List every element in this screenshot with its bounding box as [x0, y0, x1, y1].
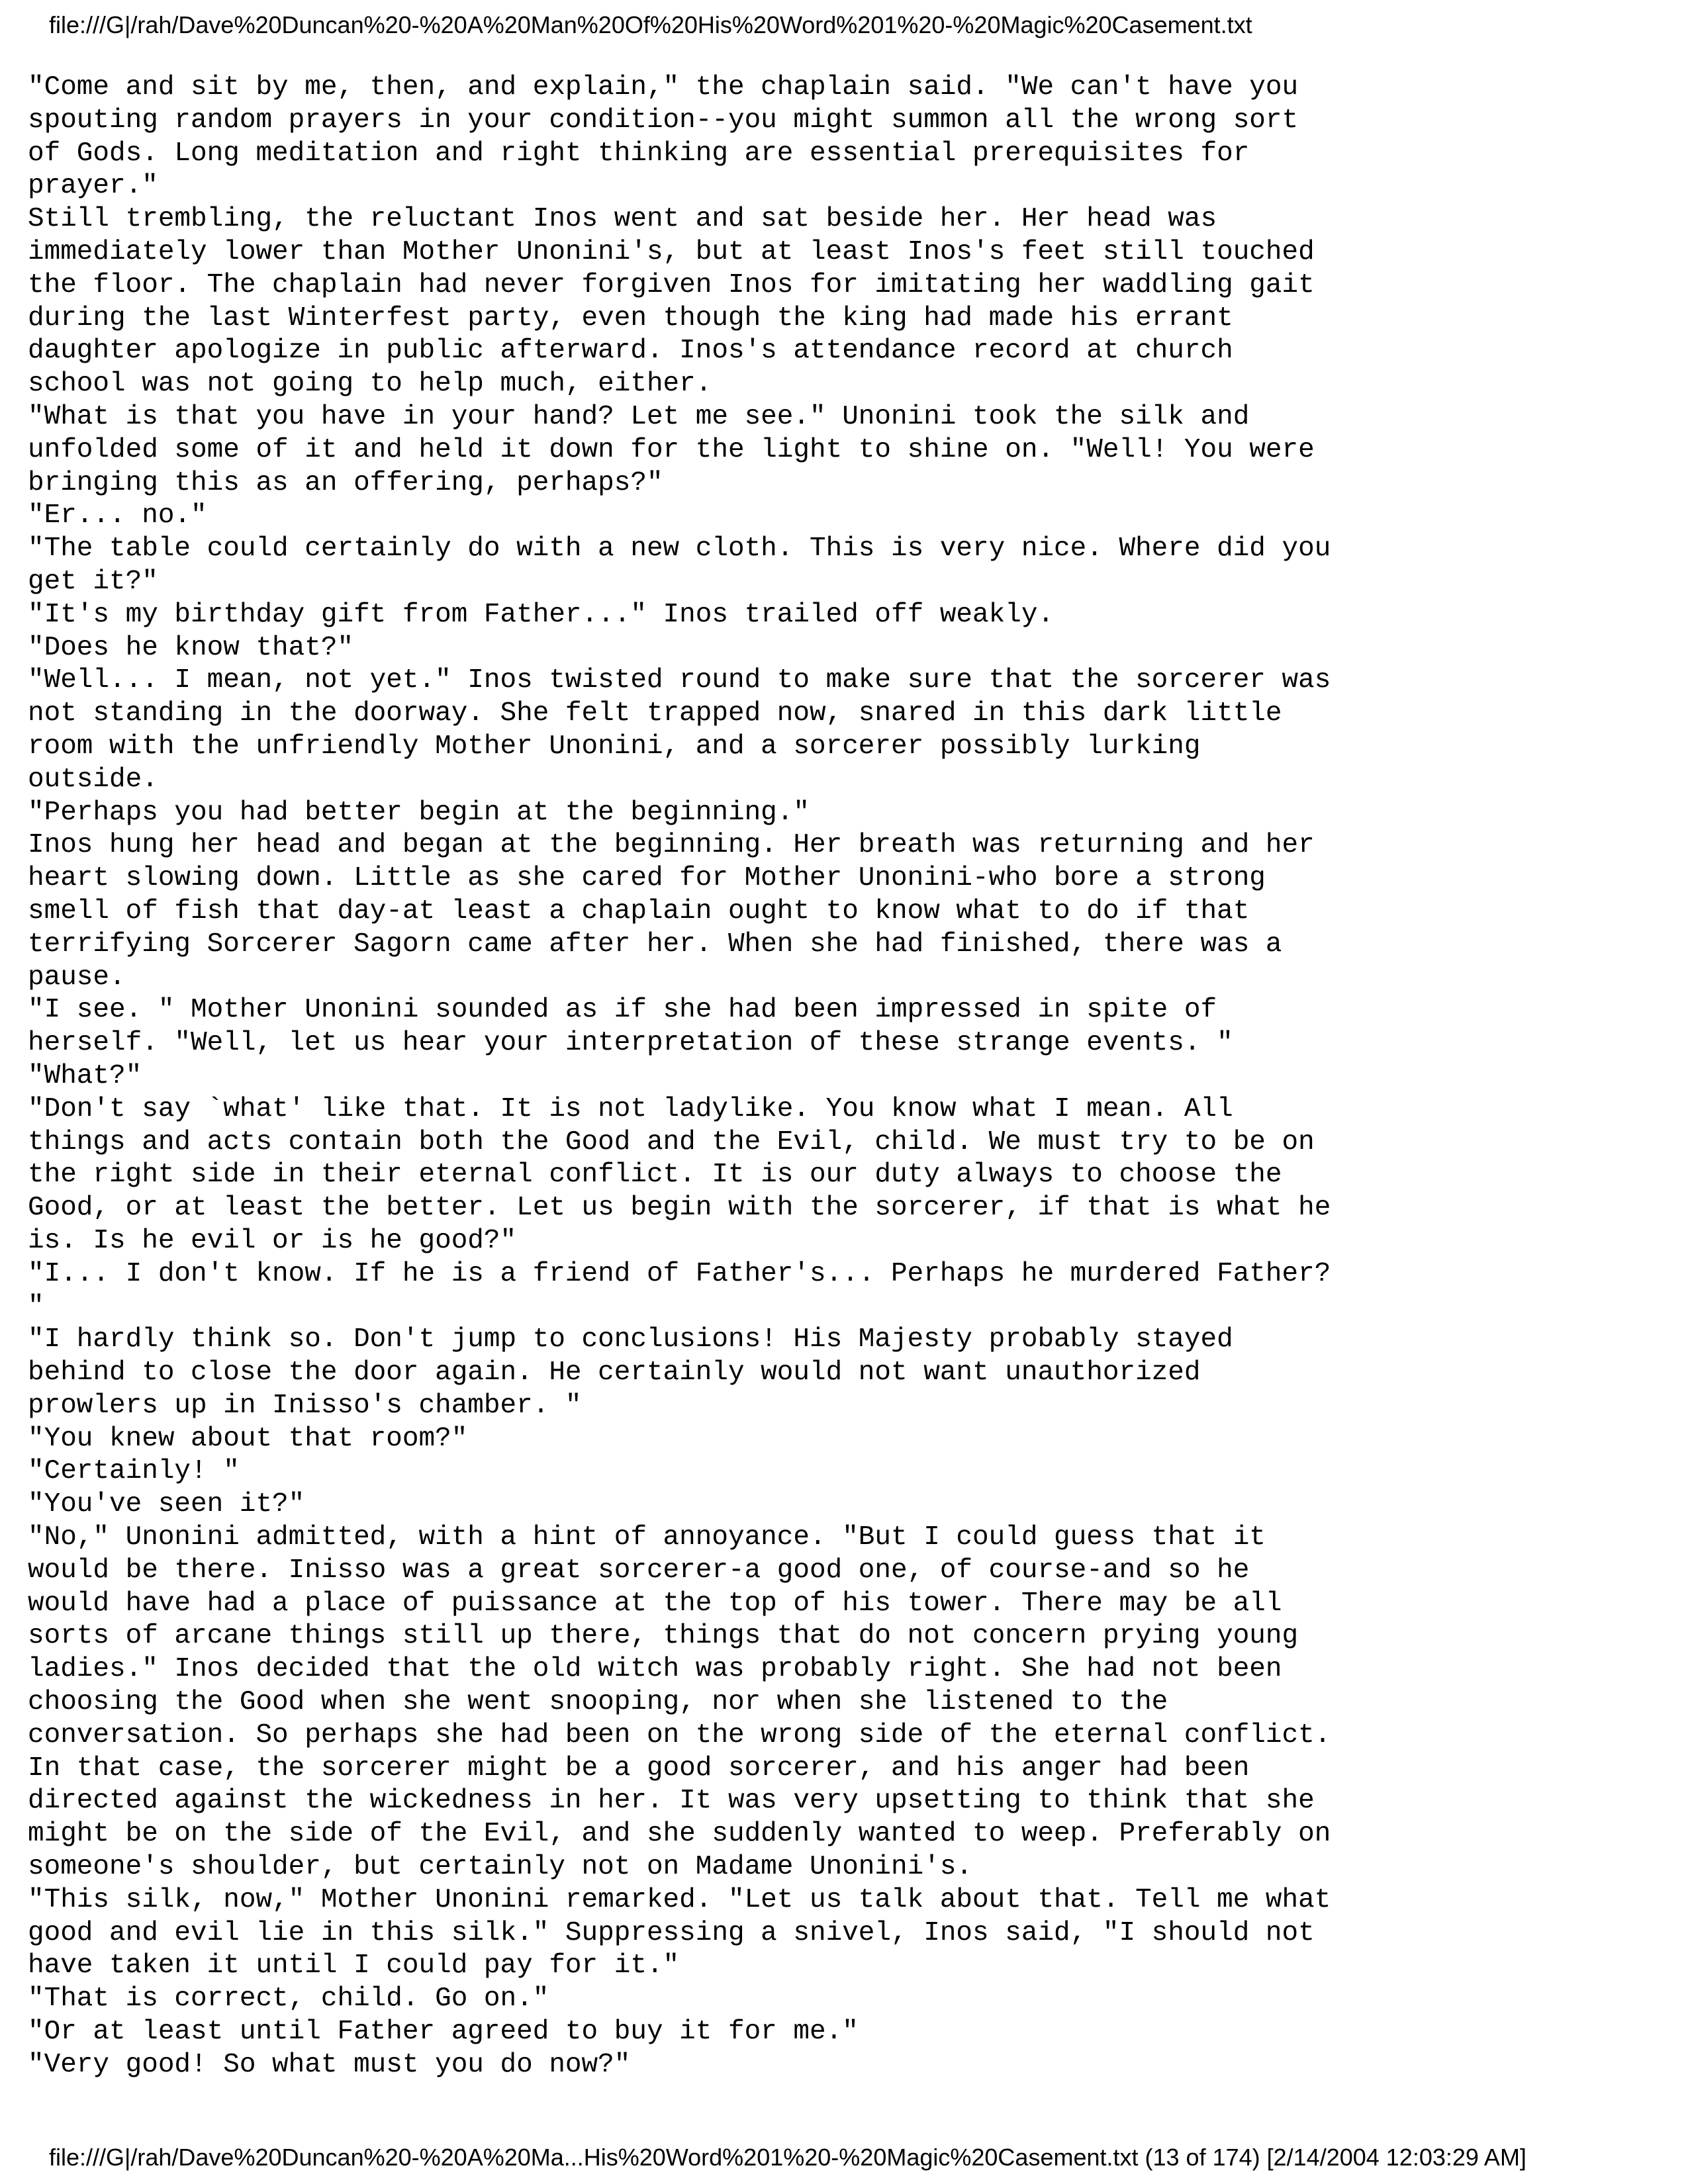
text-line: sorts of arcane things still up there, things that do not concern prying young: [28, 1621, 1299, 1652]
text-line: things and acts contain both the Good and the Evil, child. We must try to be on: [28, 1126, 1315, 1158]
text-line: "That is correct, child. Go on.": [28, 1983, 549, 2015]
text-line: school was not going to help much, either.: [28, 369, 712, 400]
text-line: would be there. Inisso was a great sorcerer-a good one, of course-and so he: [28, 1555, 1250, 1586]
text-line: someone's shoulder, but certainly not on Madame Unonini's.: [28, 1852, 973, 1883]
text-line: "Well... I mean, not yet." Inos twisted round to make sure that the sorcerer was: [28, 665, 1331, 696]
text-line: good and evil lie in this silk." Suppressing a snivel, Inos said, "I should not: [28, 1917, 1315, 1948]
text-line: "You knew about that room?": [28, 1423, 468, 1454]
text-line: during the last Winterfest party, even though the king had made his errant: [28, 302, 1233, 334]
text-line: room with the unfriendly Mother Unonini, and a sorcerer possibly lurking: [28, 731, 1201, 762]
text-line: ladies." Inos decided that the old witch was probably right. She had not been: [28, 1654, 1282, 1685]
text-line: prowlers up in Inisso's chamber. ": [28, 1390, 582, 1421]
text-line: "Come and sit by me, then, and explain," the chaplain said. "We can't have you: [28, 72, 1299, 103]
text-line: Still trembling, the reluctant Inos went and sat beside her. Her head was: [28, 204, 1217, 235]
text-line: "I see. " Mother Unonini sounded as if she had been impressed in spite of: [28, 995, 1217, 1026]
text-line: heart slowing down. Little as she cared for Mother Unonini-who bore a strong: [28, 863, 1266, 894]
text-line: have taken it until I could pay for it.": [28, 1950, 680, 1981]
text-line: "Or at least until Father agreed to buy it for me.": [28, 2017, 859, 2048]
text-line: "Very good! So what must you do now?": [28, 2049, 631, 2080]
text-line: pause.: [28, 962, 126, 993]
text-line: "The table could certainly do with a new cloth. This is very nice. Where did you: [28, 533, 1331, 565]
text-line: directed against the wickedness in her. It was very upsetting to think that she: [28, 1786, 1315, 1817]
text-line: "What is that you have in your hand? Let me see." Unonini took the silk and: [28, 401, 1250, 432]
text-line: of Gods. Long meditation and right thinking are essential prerequisites for: [28, 138, 1250, 169]
text-line: "Does he know that?": [28, 632, 354, 663]
text-line: "You've seen it?": [28, 1489, 305, 1520]
text-line: the right side in their eternal conflict. It is our duty always to choose the: [28, 1160, 1282, 1191]
text-line: bringing this as an offering, perhaps?": [28, 467, 663, 498]
text-line: "What?": [28, 1060, 142, 1091]
text-line: "Er... no.": [28, 500, 207, 531]
text-line: "I hardly think so. Don't jump to conclusions! His Majesty probably stayed: [28, 1324, 1233, 1355]
text-line: conversation. So perhaps she had been on the wrong side of the eternal conflict.: [28, 1719, 1331, 1751]
text-line: "Don't say `what' like that. It is not ladylike. You know what I mean. All: [28, 1093, 1233, 1124]
text-line: "This silk, now," Mother Unonini remarked. "Let us talk about that. Tell me what: [28, 1884, 1331, 1915]
document-body: [28, 71, 1643, 2082]
text-line: is. Is he evil or is he good?": [28, 1225, 517, 1256]
text-line: might be on the side of the Evil, and she suddenly wanted to weep. Preferably on: [28, 1819, 1331, 1850]
text-line: terrifying Sorcerer Sagorn came after her. When she had finished, there was a: [28, 929, 1282, 960]
text-line: "Certainly! ": [28, 1456, 240, 1487]
page-header-path: file:///G|/rah/Dave%20Duncan%20-%20A%20Man%20Of%20His%20Word%201%20-%20Magic%20Casement.txt: [49, 11, 1252, 38]
text-line: prayer.": [28, 171, 158, 202]
text-line: Good, or at least the better. Let us begin with the sorcerer, if that is what he: [28, 1193, 1331, 1224]
text-line: spouting random prayers in your condition--you might summon all the wrong sort: [28, 105, 1299, 136]
text-line: "I... I don't know. If he is a friend of Father's... Perhaps he murdered Father?: [28, 1258, 1331, 1289]
text-line: "Perhaps you had better begin at the beginning.": [28, 797, 810, 828]
text-line: "No," Unonini admitted, with a hint of annoyance. "But I could guess that it: [28, 1522, 1266, 1553]
text-line: smell of fish that day-at least a chaplain ought to know what to do if that: [28, 895, 1250, 927]
text-line: immediately lower than Mother Unonini's, but at least Inos's feet still touched: [28, 236, 1315, 267]
text-line: herself. "Well, let us hear your interpretation of these strange events. ": [28, 1028, 1233, 1059]
text-line: unfolded some of it and held it down for the light to shine on. "Well! You were: [28, 434, 1315, 465]
page-footer-info: file:///G|/rah/Dave%20Duncan%20-%20A%20Ma...His%20Word%201%20-%20Magic%20Casement.txt (13 of 174) [2/14/2004 12:03:29 AM]: [49, 2144, 1526, 2171]
text-line: ": [28, 1291, 44, 1322]
text-line: "It's my birthday gift from Father..." Inos trailed off weakly.: [28, 599, 1055, 630]
text-line: choosing the Good when she went snooping, nor when she listened to the: [28, 1687, 1168, 1718]
text-line: daughter apologize in public afterward. Inos's attendance record at church: [28, 336, 1233, 367]
text-line: get it?": [28, 566, 158, 597]
text-line: outside.: [28, 764, 158, 795]
text-line: not standing in the doorway. She felt trapped now, snared in this dark little: [28, 698, 1282, 729]
text-line: the floor. The chaplain had never forgiven Inos for imitating her waddling gait: [28, 269, 1315, 300]
text-line: behind to close the door again. He certainly would not want unauthorized: [28, 1357, 1201, 1388]
text-line: In that case, the sorcerer might be a good sorcerer, and his anger had been: [28, 1752, 1250, 1784]
text-line: Inos hung her head and began at the beginning. Her breath was returning and her: [28, 830, 1315, 861]
text-line: would have had a place of puissance at the top of his tower. There may be all: [28, 1588, 1282, 1619]
